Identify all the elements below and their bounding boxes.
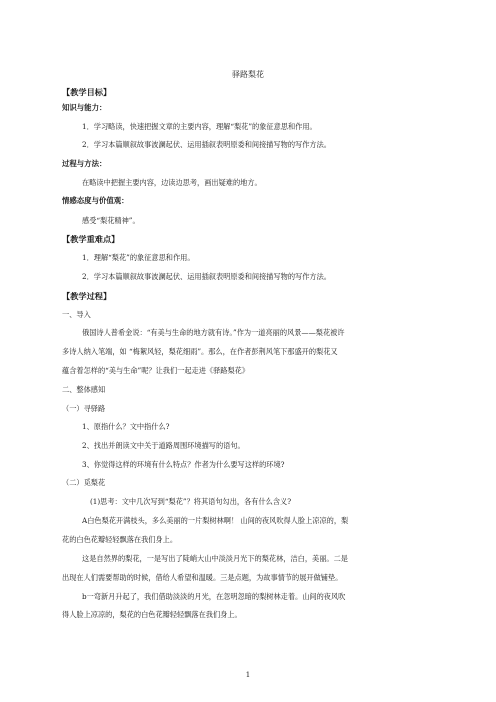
heading-teaching-process: 【教学过程】	[62, 291, 112, 301]
paragraph-line: 蕴含着怎样的“美与生命”呢？让我们一起走进《驿路梨花》	[62, 366, 250, 375]
paragraph-line: 俄国诗人普希金说：“有美与生命的地方就有诗。”作为一道亮丽的风景——梨花被许	[82, 328, 345, 337]
subsection-seek-pear-blossom: （二）觅梨花	[62, 478, 106, 487]
subheading-knowledge-ability: 知识与能力：	[62, 103, 107, 112]
subsection-find-post-road: （一）寻驿路	[62, 404, 106, 413]
paragraph-line: 出现在人们需要帮助的时候，借给人希望和温暖。三是点题，为故事情节的展开做铺垫。	[62, 573, 343, 582]
key-point-2: 2．学习本篇顺叙故事波澜起伏、运用插叙表明原委和间接描写物的写作方法。	[82, 272, 331, 281]
subheading-process-method: 过程与方法：	[62, 159, 107, 168]
document-title: 驿路梨花	[232, 70, 264, 79]
objective-item-2: 2．学习本篇顺叙故事波澜起伏、运用插叙表明原委和间接描写物的写作方法。	[82, 140, 331, 149]
thinking-question: (1)思考：文中几次写到“梨花”？将其语句勾出，各有什么含义?	[90, 497, 292, 506]
question-item-3: 3、你觉得这样的环境有什么特点？作者为什么要写这样的环境?	[82, 460, 285, 469]
key-point-1: 1．理解“梨花”的象征意思和作用。	[82, 253, 195, 262]
question-item-1: 1、原指什么？文中指什么?	[82, 422, 170, 431]
section-overall-perception: 二、整体感知	[62, 385, 106, 394]
heading-teaching-objectives: 【教学目标】	[62, 87, 112, 97]
section-introduction: 一、导入	[62, 310, 91, 319]
paragraph-line: b一弯新月升起了，我们借助淡淡的月光，在忽明忽暗的梨树林走着。山间的夜风吹	[82, 592, 346, 601]
process-method-text: 在略读中把握主要内容，边读边思考，画出疑难的地方。	[82, 178, 262, 187]
question-item-2: 2、找出并朗读文中关于道路周围环境描写的语句。	[82, 441, 245, 450]
page-number: 1	[245, 671, 251, 679]
attitude-values-text: 感受“梨花精神”。	[82, 216, 140, 225]
paragraph-line: 得人脸上凉凉的，梨花的白色花瓣轻轻飘落在我们身上。	[62, 610, 242, 619]
subheading-attitude-values: 情感态度与价值观：	[62, 196, 129, 205]
paragraph-line: 花的白色花瓣轻轻飘落在我们身上。	[62, 535, 178, 544]
paragraph-line: 这是自然界的梨花，一是写出了陡峭大山中淡淡月光下的梨花林，洁白，美丽。二是	[82, 554, 348, 563]
heading-key-difficult-points: 【教学重难点】	[62, 234, 120, 244]
paragraph-line: A白色梨花开满枝头，多么美丽的一片梨树林啊！ 山间的夜风吹得人脸上凉凉的，梨	[82, 516, 349, 525]
objective-item-1: 1．学习略读，快速把握文章的主要内容，理解“梨花”的象征意思和作用。	[82, 122, 317, 131]
paragraph-line: 多诗人纳入笔端，如 “梅絮风轻，梨花细雨”。那么，在作者彭荆风笔下那盛开的梨花又	[62, 347, 338, 356]
